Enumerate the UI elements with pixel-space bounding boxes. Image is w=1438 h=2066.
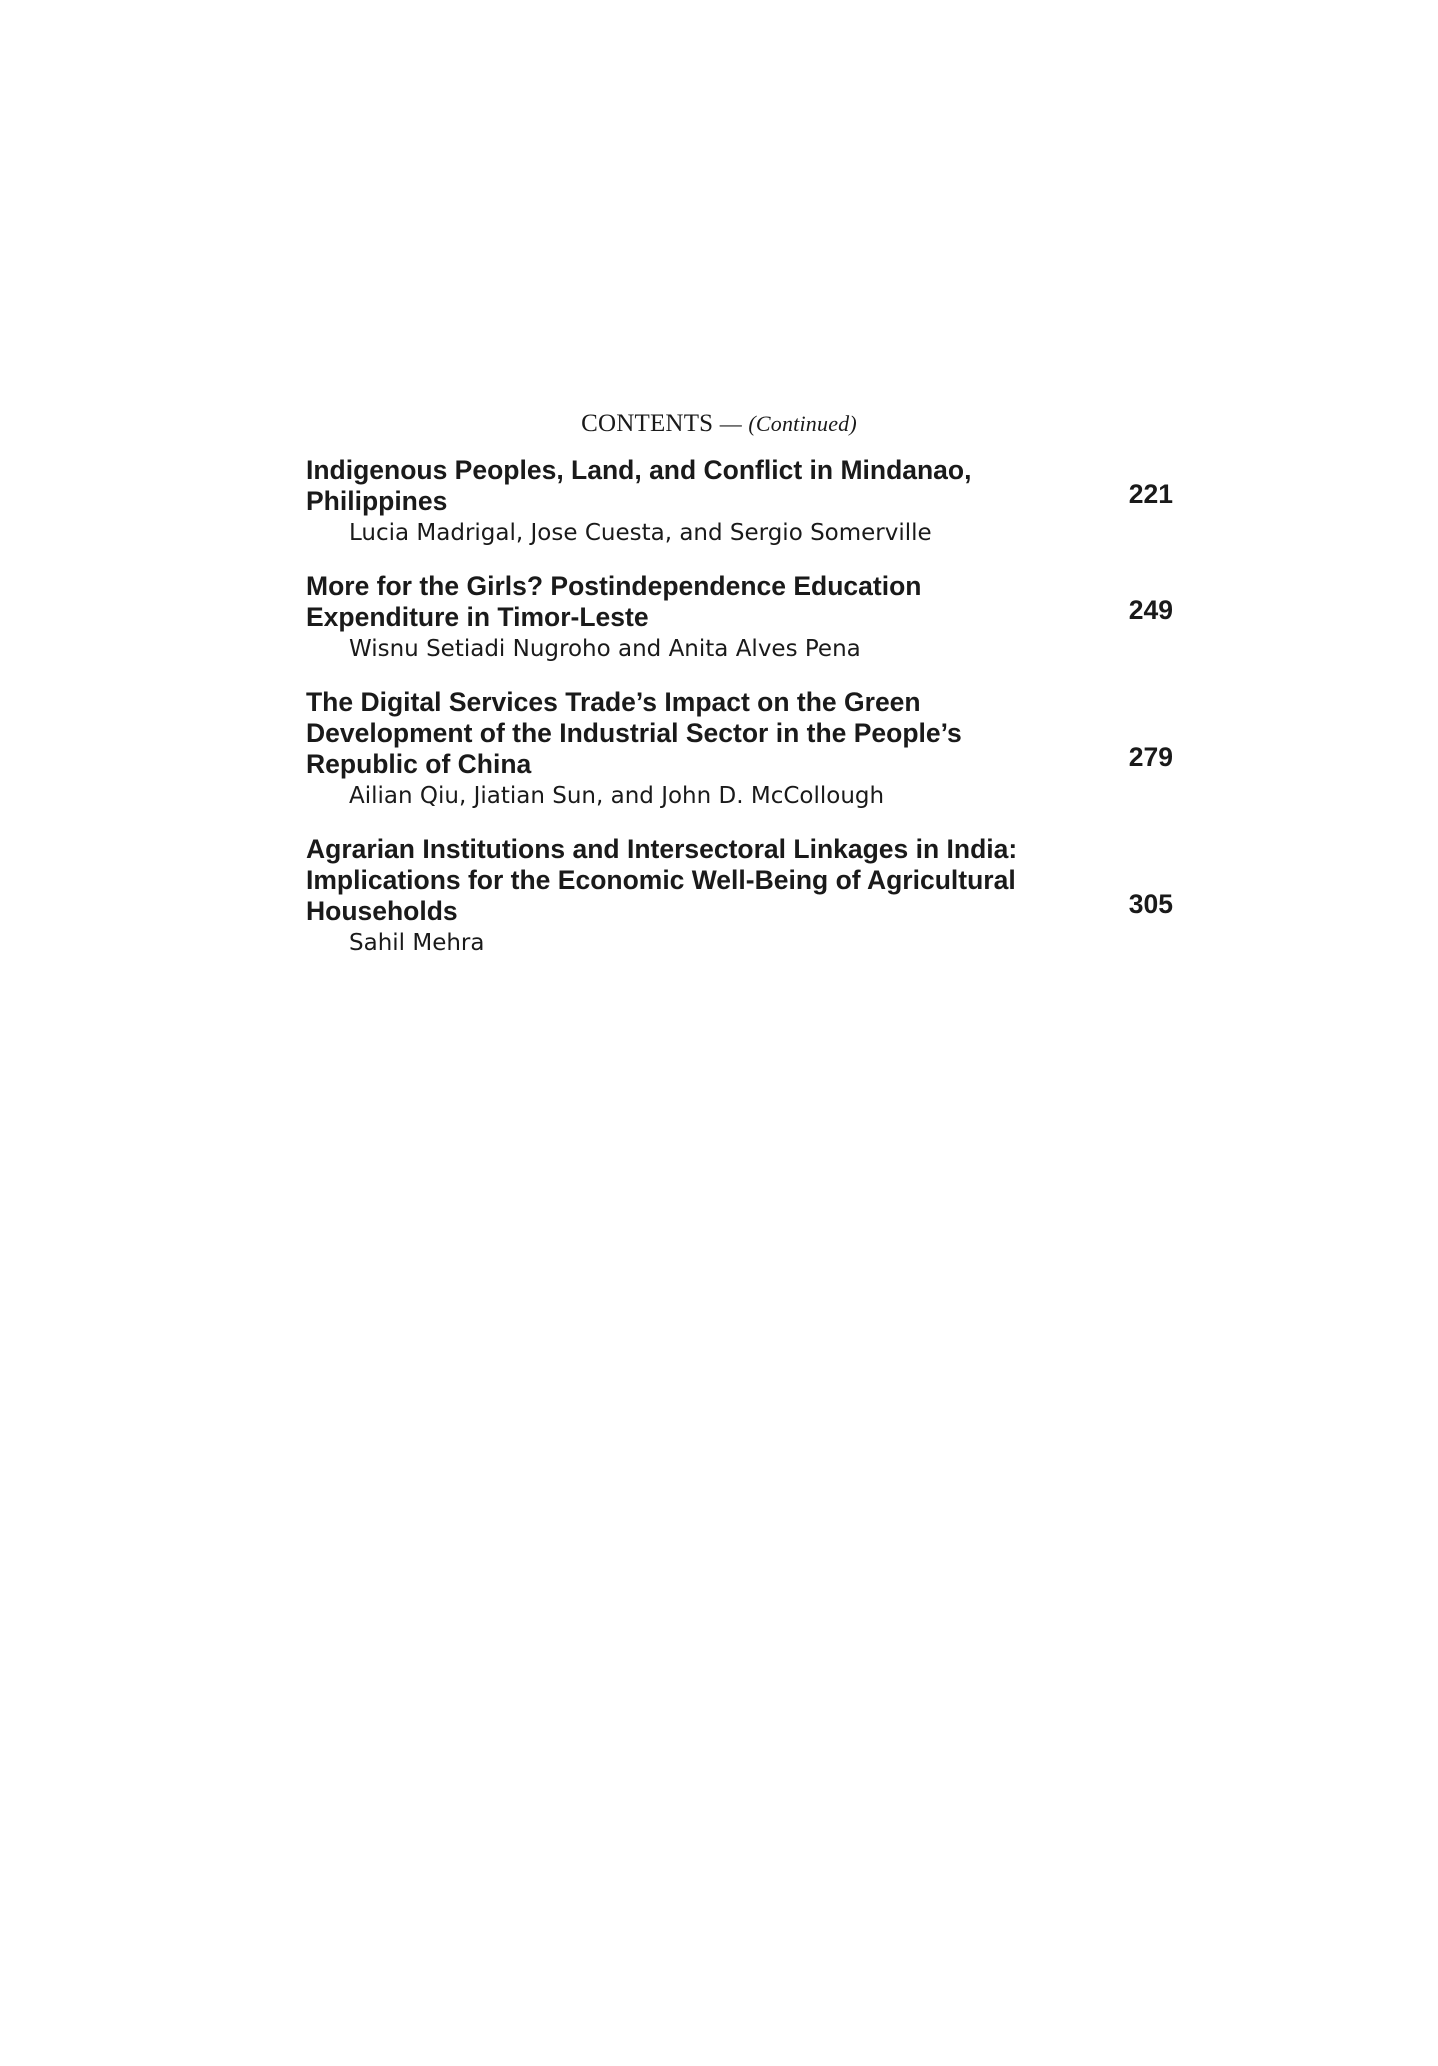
entry-page-number: 221: [1128, 479, 1173, 509]
entry-page-number: 279: [1128, 742, 1173, 772]
contents-label: CONTENTS: [581, 410, 714, 437]
toc-entry: [306, 571, 1186, 666]
entry-authors: Sahil Mehra: [349, 930, 485, 956]
contents-heading: [0, 410, 1438, 438]
entry-page-number: 305: [1128, 889, 1173, 919]
continued-label: (Continued): [748, 411, 857, 436]
entry-page-number: 249: [1128, 595, 1173, 625]
entry-authors: Ailian Qiu, Jiatian Sun, and John D. McCollough: [349, 783, 885, 809]
toc-entry: [306, 455, 1186, 550]
entry-authors: Lucia Madrigal, Jose Cuesta, and Sergio Somerville: [349, 520, 932, 546]
entry-title: Indigenous Peoples, Land, and Conflict in Mindanao, Philippines: [306, 455, 972, 516]
toc-entry: [306, 687, 1186, 813]
heading-dash: —: [719, 411, 742, 436]
table-of-contents: [306, 455, 1186, 981]
toc-entry: [306, 834, 1186, 960]
entry-authors: Wisnu Setiadi Nugroho and Anita Alves Pena: [349, 636, 861, 662]
entry-title: Agrarian Institutions and Intersectoral Linkages in India: Implications for the Economic Well-Being of Agricultural Households: [306, 834, 1018, 926]
entry-title: The Digital Services Trade’s Impact on the Green Development of the Industrial Sector in the People’s Republic of China: [306, 687, 962, 779]
entry-title: More for the Girls? Postindependence Education Expenditure in Timor-Leste: [306, 571, 922, 632]
